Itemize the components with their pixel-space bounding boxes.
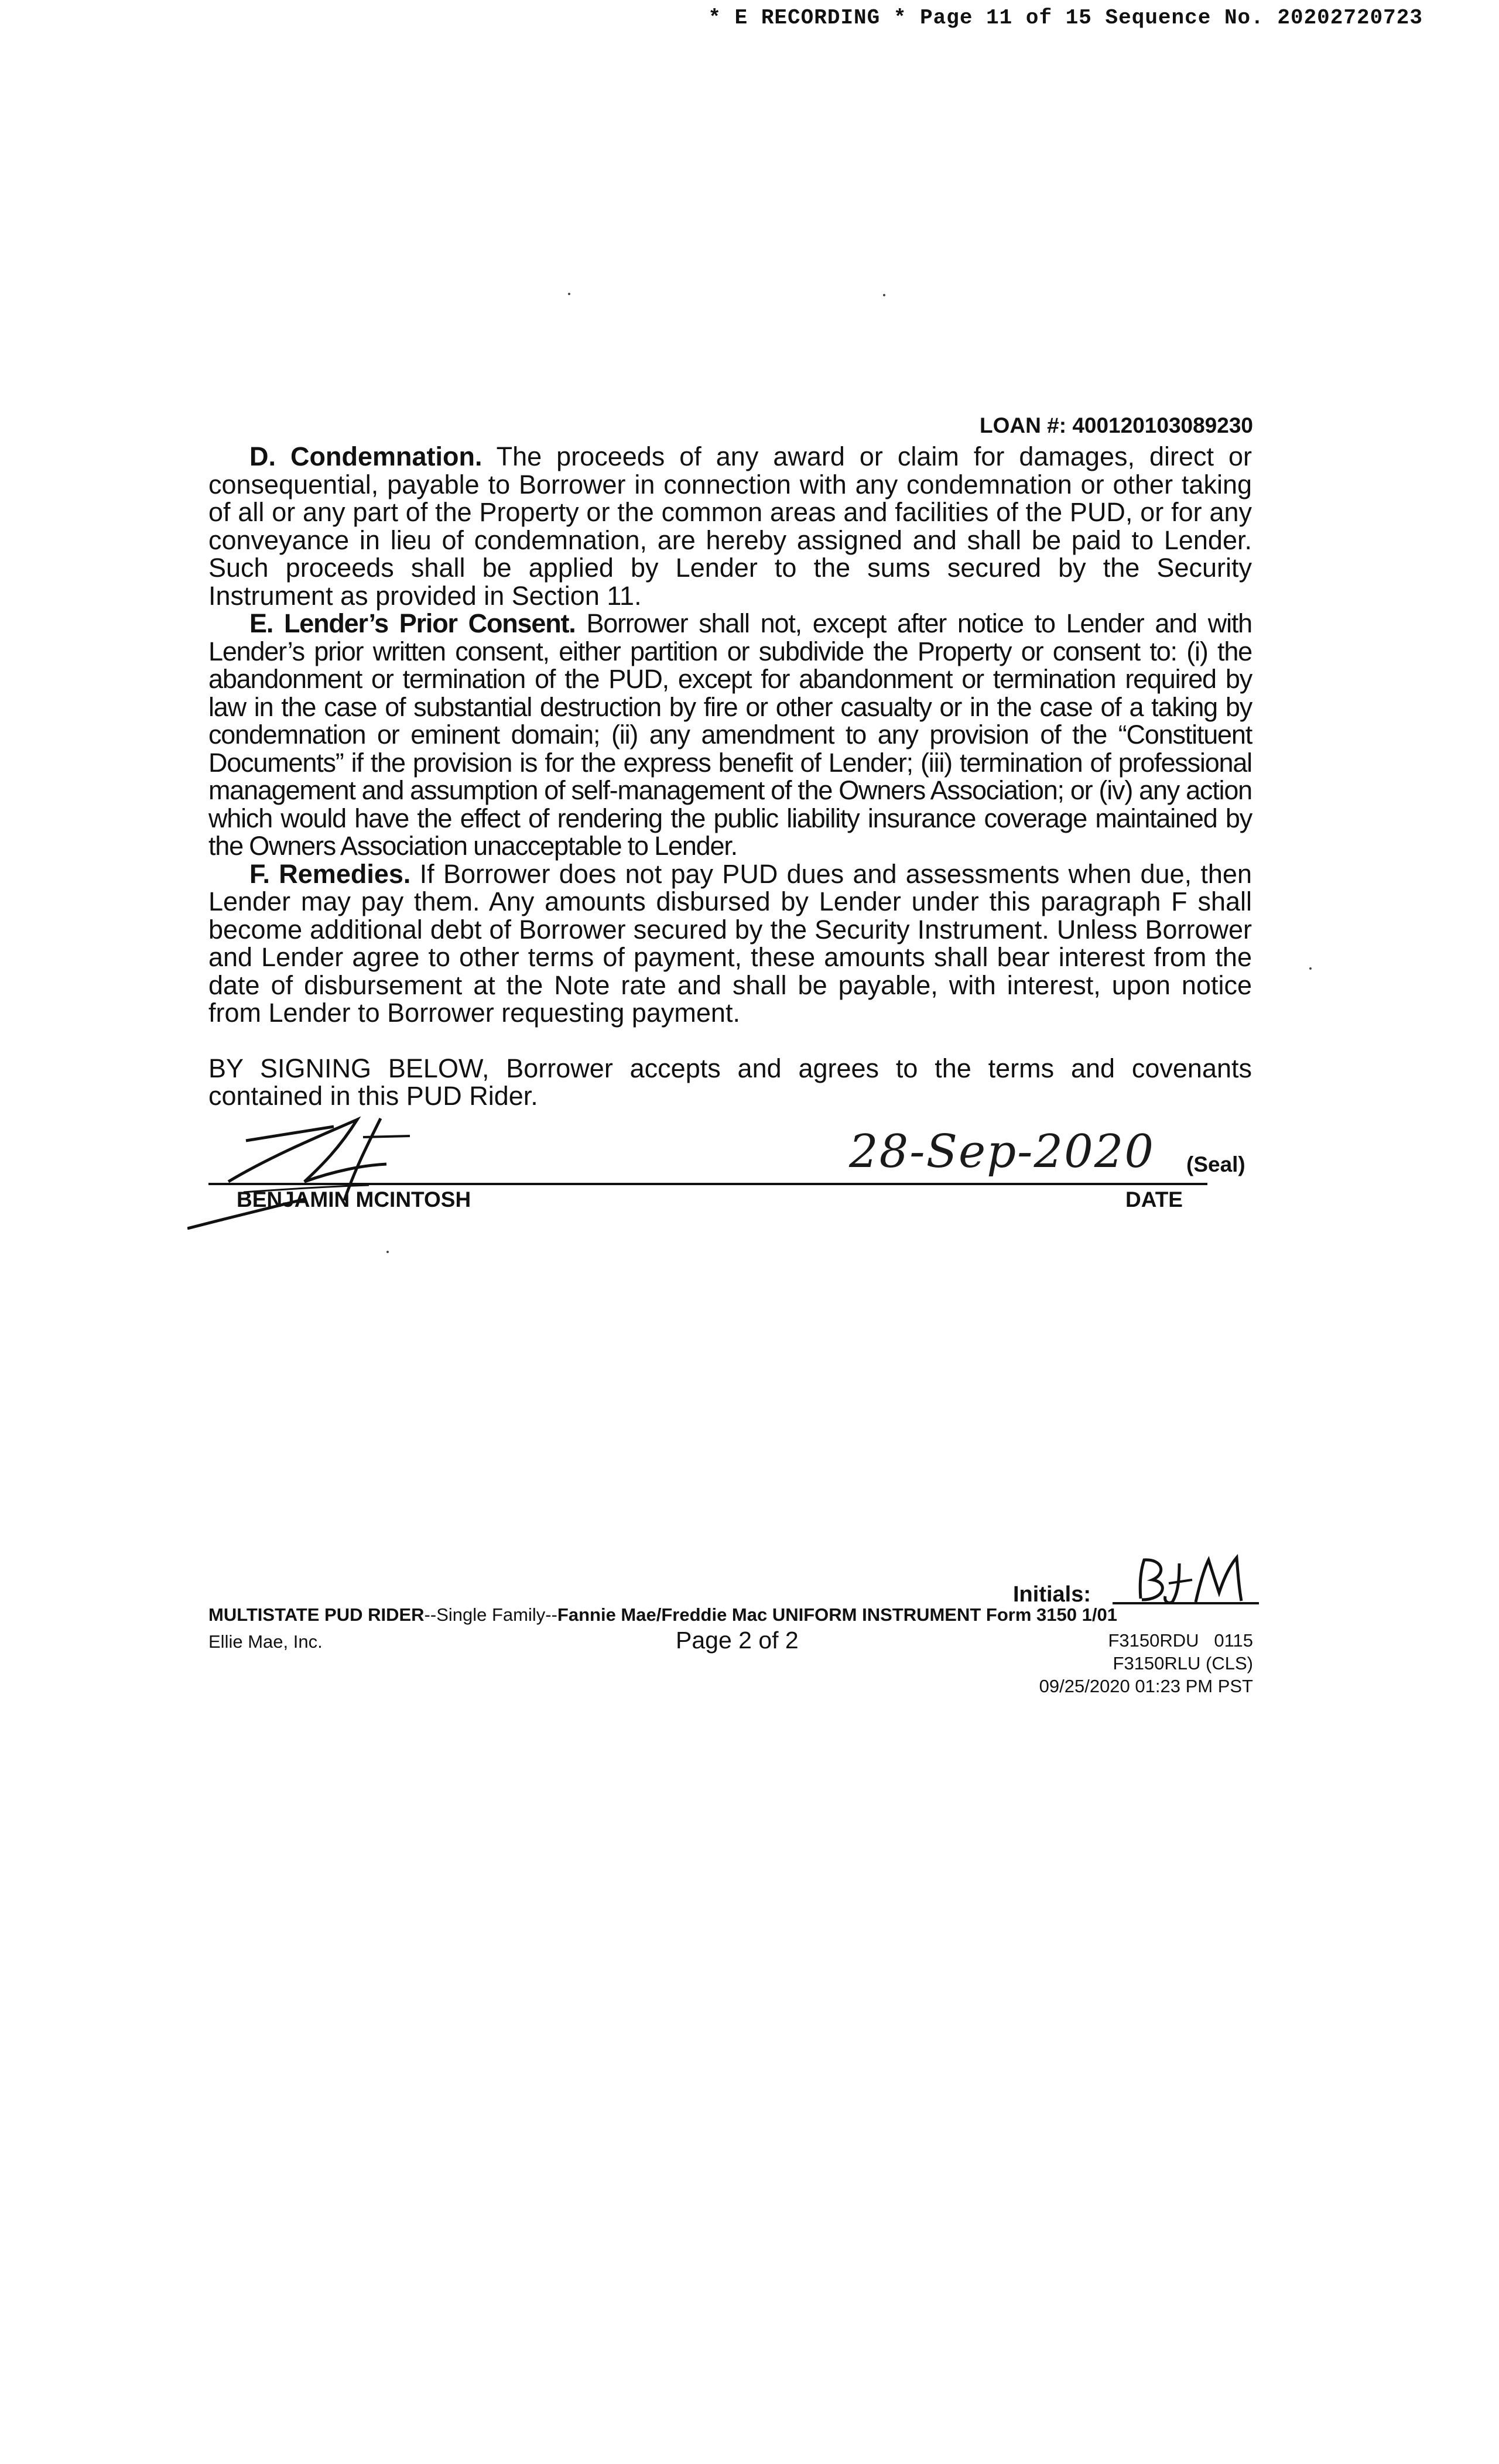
form-title-bold: MULTISTATE PUD RIDER — [208, 1604, 425, 1625]
scan-speck — [883, 294, 885, 296]
initials-block — [1013, 1552, 1259, 1610]
company-name: Ellie Mae, Inc. — [208, 1631, 323, 1652]
handwritten-date: 28-Sep-2020 — [849, 1125, 1155, 1178]
form-title-rest: Fannie Mae/Freddie Mac UNIFORM INSTRUMENT Form 3150 1/01 — [557, 1604, 1117, 1625]
section-condemnation — [208, 443, 1252, 610]
scan-speck — [1309, 967, 1312, 970]
handwritten-initials — [1130, 1552, 1259, 1608]
scan-speck — [386, 1251, 389, 1253]
section-heading: D. Condemnation. — [249, 442, 482, 471]
signature-line — [208, 1183, 1207, 1185]
page-number: Page 2 of 2 — [676, 1627, 799, 1654]
form-codes — [1039, 1629, 1253, 1698]
section-heading: E. Lender’s Prior Consent. — [249, 608, 576, 638]
section-lender-consent — [208, 610, 1252, 860]
initials-label: Initials: — [1013, 1582, 1091, 1607]
section-remedies — [208, 860, 1252, 1027]
recording-stamp: * E RECORDING * Page 11 of 15 Sequence No. 20202720723 — [708, 6, 1423, 30]
form-code: F3150RLU (CLS) — [1113, 1653, 1253, 1674]
seal-label: (Seal) — [1186, 1152, 1245, 1176]
loan-number: LOAN #: 400120103089230 — [980, 413, 1253, 437]
borrower-name: BENJAMIN MCINTOSH — [237, 1187, 471, 1212]
signature-block — [187, 1125, 1265, 1236]
section-text: Borrower shall not, except after notice to Lender and with Lender’s prior written consent, either partition or subdivide the Property or consent to: (i) the abandonment or termination of the PUD, except for abandonment or termination required by law in the case of substantial destruction by fire or other casualty or in the case of a taking by condemnation or eminent domain; (ii) any amendment to any provision of the “Constituent Documents” if the provision is for the express benefit of Lender; (iii) termination of professional management and assumption of self-management of the Owners Association; or (iv) any action which would have the effect of rendering the public liability insurance coverage maintained by the Owners Association unacceptable to Lender. — [208, 608, 1252, 861]
form-title-mid: --Single Family-- — [424, 1604, 557, 1625]
section-text: If Borrower does not pay PUD dues and assessments when due, then Lender may pay them. Any amounts disbursed by Lender under this paragraph F shall become additional debt of Borrower secured by the Security Instrument. Unless Borrower and Lender agree to other terms of payment, these amounts shall bear interest from the date of disbursement at the Note rate and shall be payable, with interest, upon notice from Lender to Borrower requesting payment. — [208, 858, 1252, 1028]
date-label: DATE — [1125, 1187, 1183, 1212]
rider-body — [208, 443, 1252, 1110]
print-timestamp: 09/25/2020 01:23 PM PST — [1039, 1676, 1253, 1696]
section-text: The proceeds of any award or claim for damages, direct or consequential, payable to Borrower in connection with any condemnation or other taking of all or any part of the Property or the common areas and facilities of the PUD, or for any conveyance in lieu of condemnation, are hereby assigned and shall be paid to Lender. Such proceeds shall be applied by Lender to the sums secured by the Security Instrument as provided in Section 11. — [208, 442, 1252, 611]
section-heading: F. Remedies. — [249, 858, 411, 889]
signing-statement: BY SIGNING BELOW, Borrower accepts and agrees to the terms and covenants contained in this PUD Rider. — [208, 1053, 1252, 1111]
form-code: F3150RDU 0115 — [1108, 1630, 1253, 1651]
scan-speck — [568, 293, 570, 295]
form-title — [208, 1604, 1117, 1625]
borrower-signature — [187, 1113, 492, 1230]
